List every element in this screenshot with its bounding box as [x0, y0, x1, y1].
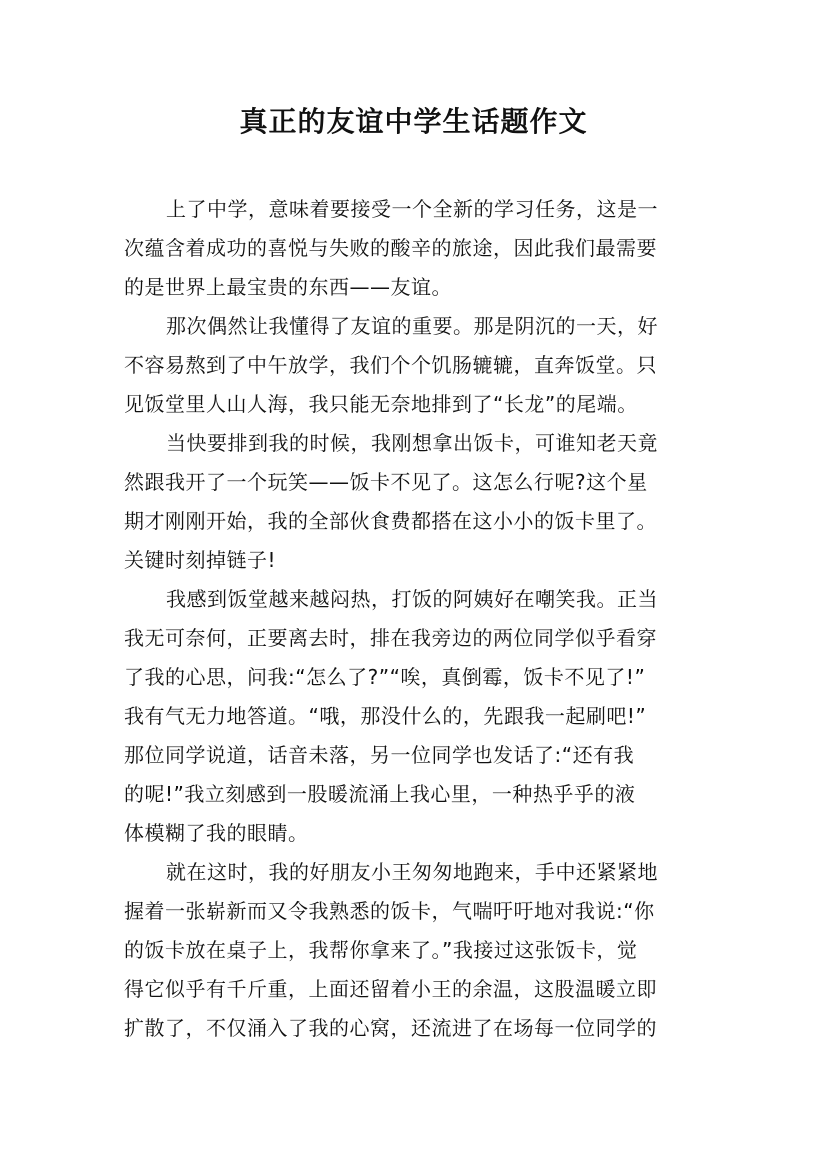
- text-line: 我无可奈何，正要离去时，排在我旁边的两位同学似乎看穿: [124, 626, 657, 650]
- text-line: 的饭卡放在桌子上，我帮你拿来了。”我接过这张饭卡，觉: [124, 938, 638, 962]
- text-line: 就在这时，我的好朋友小王匆匆地跑来，手中还紧紧地: [166, 860, 658, 884]
- text-line: 我有气无力地答道。“哦，那没什么的，先跟我一起刷吧!”: [124, 704, 647, 728]
- text-line: 然跟我开了一个玩笑——饭卡不见了。这怎么行呢?这个星: [124, 470, 648, 494]
- text-line: 得它似乎有千斤重，上面还留着小王的余温，这股温暖立即: [124, 977, 657, 1001]
- text-line: 了我的心思，问我:“怎么了?”“唉，真倒霉，饭卡不见了!”: [124, 665, 646, 689]
- text-line: 握着一张崭新而又令我熟悉的饭卡，气喘吁吁地对我说:“你: [124, 899, 655, 923]
- text-line: 我感到饭堂越来越闷热，打饭的阿姨好在嘲笑我。正当: [166, 587, 658, 611]
- document-title: 真正的友谊中学生话题作文: [239, 105, 588, 138]
- text-line: 那位同学说道，话音未落，另一位同学也发话了:“还有我: [124, 743, 635, 767]
- text-line: 那次偶然让我懂得了友谊的重要。那是阴沉的一天，好: [166, 314, 658, 338]
- text-line: 体模糊了我的眼睛。: [124, 821, 309, 845]
- document-body: [124, 190, 714, 1048]
- text-line: 不容易熬到了中午放学，我们个个饥肠辘辘，直奔饭堂。只: [124, 353, 657, 377]
- text-line: 关键时刻掉链子!: [124, 548, 277, 572]
- text-line: 上了中学，意味着要接受一个全新的学习任务，这是一: [166, 197, 658, 221]
- text-line: 的呢!”我立刻感到一股暖流涌上我心里，一种热乎乎的液: [124, 782, 636, 806]
- text-line: 扩散了，不仅涌入了我的心窝，还流进了在场每一位同学的: [124, 1016, 657, 1040]
- text-line: 次蕴含着成功的喜悦与失败的酸辛的旅途，因此我们最需要: [124, 236, 657, 260]
- text-line: 见饭堂里人山人海，我只能无奈地排到了“长龙”的尾端。: [124, 392, 638, 416]
- text-line: 的是世界上最宝贵的东西——友谊。: [124, 275, 452, 299]
- text-line: 当快要排到我的时候，我刚想拿出饭卡，可谁知老天竟: [166, 431, 658, 455]
- text-line: 期才刚刚开始，我的全部伙食费都搭在这小小的饭卡里了。: [124, 509, 657, 533]
